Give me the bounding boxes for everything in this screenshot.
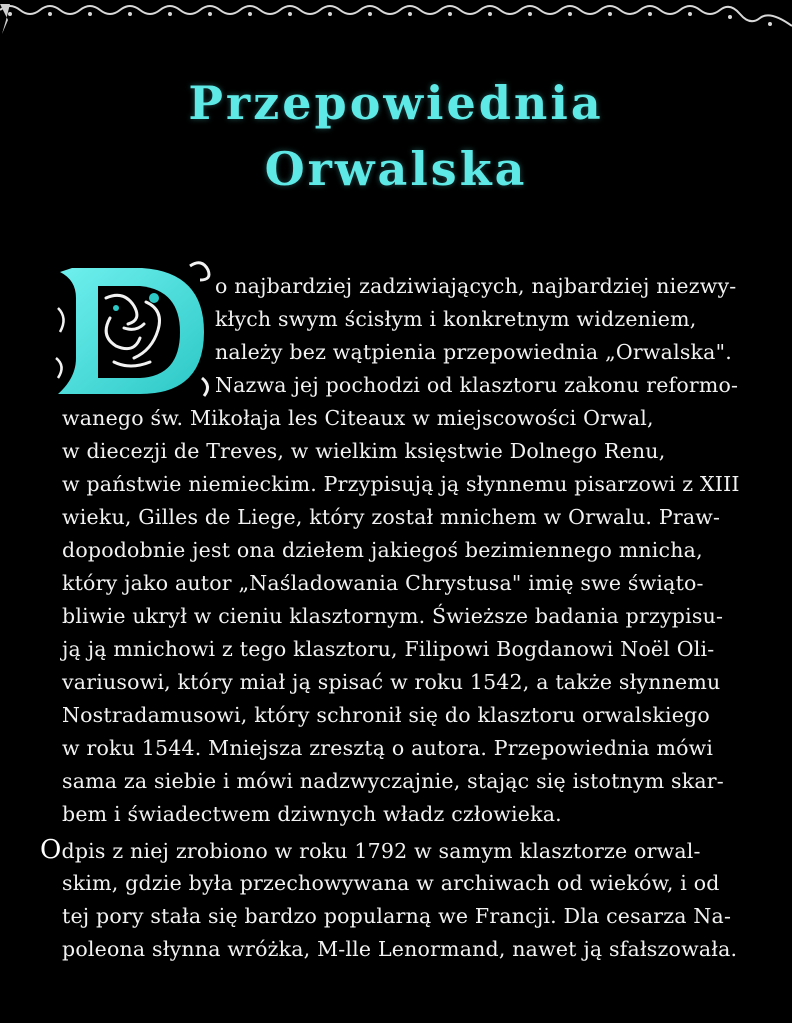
text-line: variusowi, który miał ją spisać w roku 1542, a także słynnemu [62, 670, 721, 694]
text-line: sama za siebie i mówi nadzwyczajnie, stając się istotnym skar- [62, 769, 724, 793]
illuminated-initial-d [54, 258, 214, 400]
text-line: w państwie niemieckim. Przypisują ją słynnemu pisarzowi z XIII [62, 472, 740, 496]
text-line: o najbardziej zadziwiających, najbardziej niezwy- [215, 274, 737, 298]
text-line: w diecezji de Treves, w wielkim księstwie Dolnego Renu, [62, 439, 666, 463]
text-line: poleona słynna wróżka, M-lle Lenormand, nawet ją sfałszowała. [62, 937, 738, 961]
text-line: wieku, Gilles de Liege, który został mnichem w Orwalu. Praw- [62, 505, 721, 529]
text-line: kłych swym ścisłym i konkretnym widzeniem, [215, 307, 697, 331]
text-line: ją ją mnichowi z tego klasztoru, Filipowi Bogdanowi Noël Oli- [62, 637, 715, 661]
text-line: bliwie ukrył w cieniu klasztornym. Świeższe badania przypisu- [62, 604, 724, 628]
text-line: który jako autor „Naśladowania Chrystusa" imię swe świąto- [62, 571, 704, 595]
text-line: Nostradamusowi, który schronił się do klasztoru orwalskiego [62, 703, 710, 727]
title-line-1: Przepowiednia [188, 76, 604, 130]
text-line: w roku 1544. Mniejsza zresztą o autora. Przepowiednia mówi [62, 736, 714, 760]
text-line: należy bez wątpienia przepowiednia „Orwalska". [215, 340, 732, 364]
page-title [0, 70, 792, 202]
text-line: Nazwa jej pochodzi od klasztoru zakonu reformo- [215, 373, 739, 397]
title-line-2: Orwalska [264, 142, 528, 196]
text-line: Odpis z niej zrobiono w roku 1792 w samym klasztorze orwal- [40, 835, 701, 865]
text-line: wanego św. Mikołaja les Citeaux w miejscowości Orwal, [62, 406, 654, 430]
ornamental-top-border [0, 0, 792, 40]
text-line: skim, gdzie była przechowywana w archiwach od wieków, i od [62, 871, 720, 895]
text-line: bem i świadectwem dziwnych władz człowieka. [62, 802, 562, 826]
paragraph-initial: O [40, 835, 62, 865]
text-line: tej pory stała się bardzo popularną we Francji. Dla cesarza Na- [62, 904, 732, 928]
text-line: dopodobnie jest ona dziełem jakiegoś bezimiennego mnicha, [62, 538, 703, 562]
